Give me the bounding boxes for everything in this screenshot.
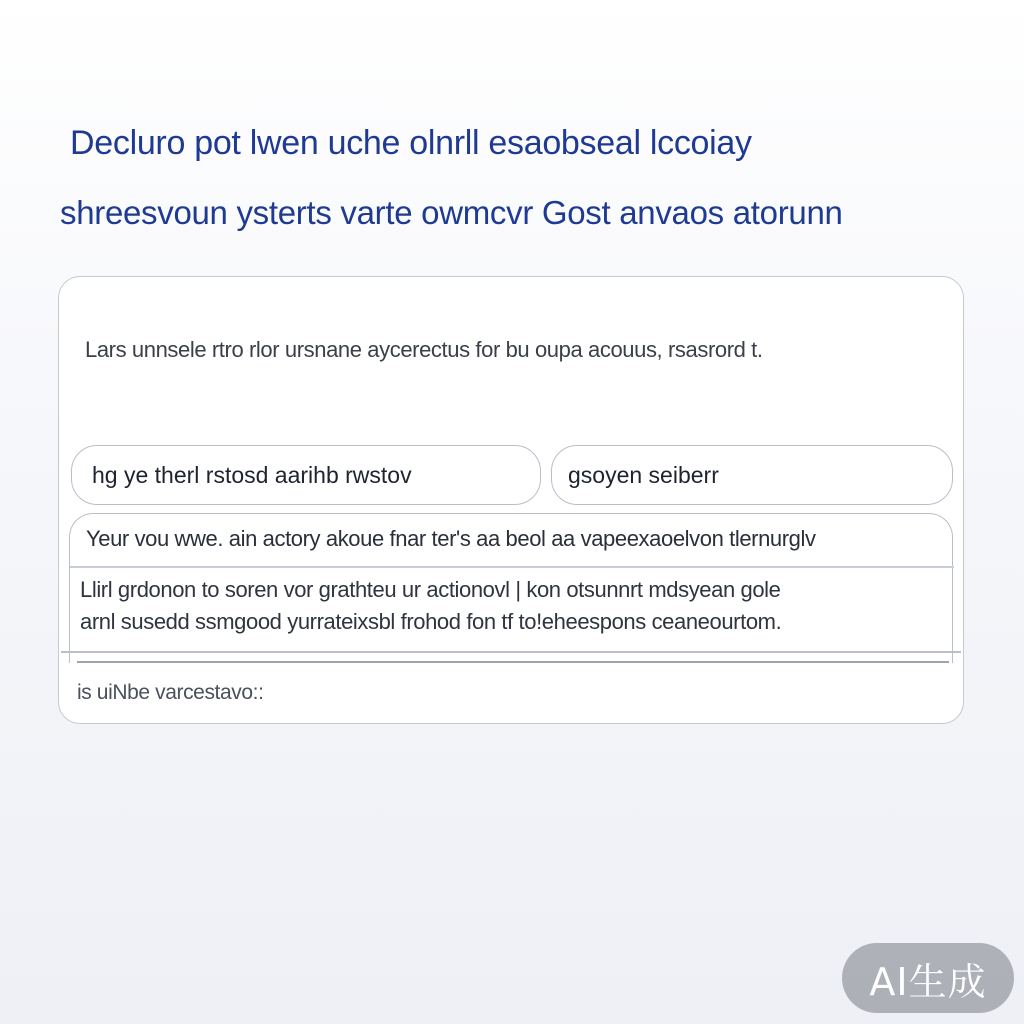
ai-generated-badge (842, 943, 1014, 1013)
heading-line-1: Decluro pot lwen uche olnrll esaobseal lccoiay (70, 124, 752, 162)
divider-line (61, 651, 961, 653)
panel-body (80, 574, 940, 638)
content-card (58, 276, 964, 724)
card-footer-text: is uiNbe varcestavo:: (77, 681, 264, 704)
divider-line (77, 661, 949, 663)
panel-body-line-1: Llirl grdonon to soren vor grathteu ur actionovl | kon otsunnrt mdsyean gole (80, 577, 781, 602)
heading-line-2: shreesvoun ysterts varte owmcvr Gost anvaos atorunn (60, 194, 843, 231)
text-panel[interactable] (69, 513, 953, 663)
card-description: Lars unnsele rtro rlor ursnane aycerectus for bu oupa acouus, rsasrord t. (85, 337, 763, 362)
ai-generated-label: AI生成 (869, 959, 987, 1004)
panel-body-line-2: arnl susedd ssmgood yurrateixsbl frohod fon tf to!eheespons ceaneourtom. (80, 609, 782, 634)
option-right-label: gsoyen seiberr (568, 461, 719, 488)
option-left-button[interactable] (71, 445, 541, 505)
panel-divider (70, 566, 954, 568)
option-left-label: hg ye therl rstosd aarihb rwstov (92, 461, 412, 488)
option-right-button[interactable] (551, 445, 953, 505)
panel-header-text: Yeur vou wwe. ain actory akoue fnar ter's aa beol aa vapeexaoelvon tlernurglv (86, 526, 816, 551)
